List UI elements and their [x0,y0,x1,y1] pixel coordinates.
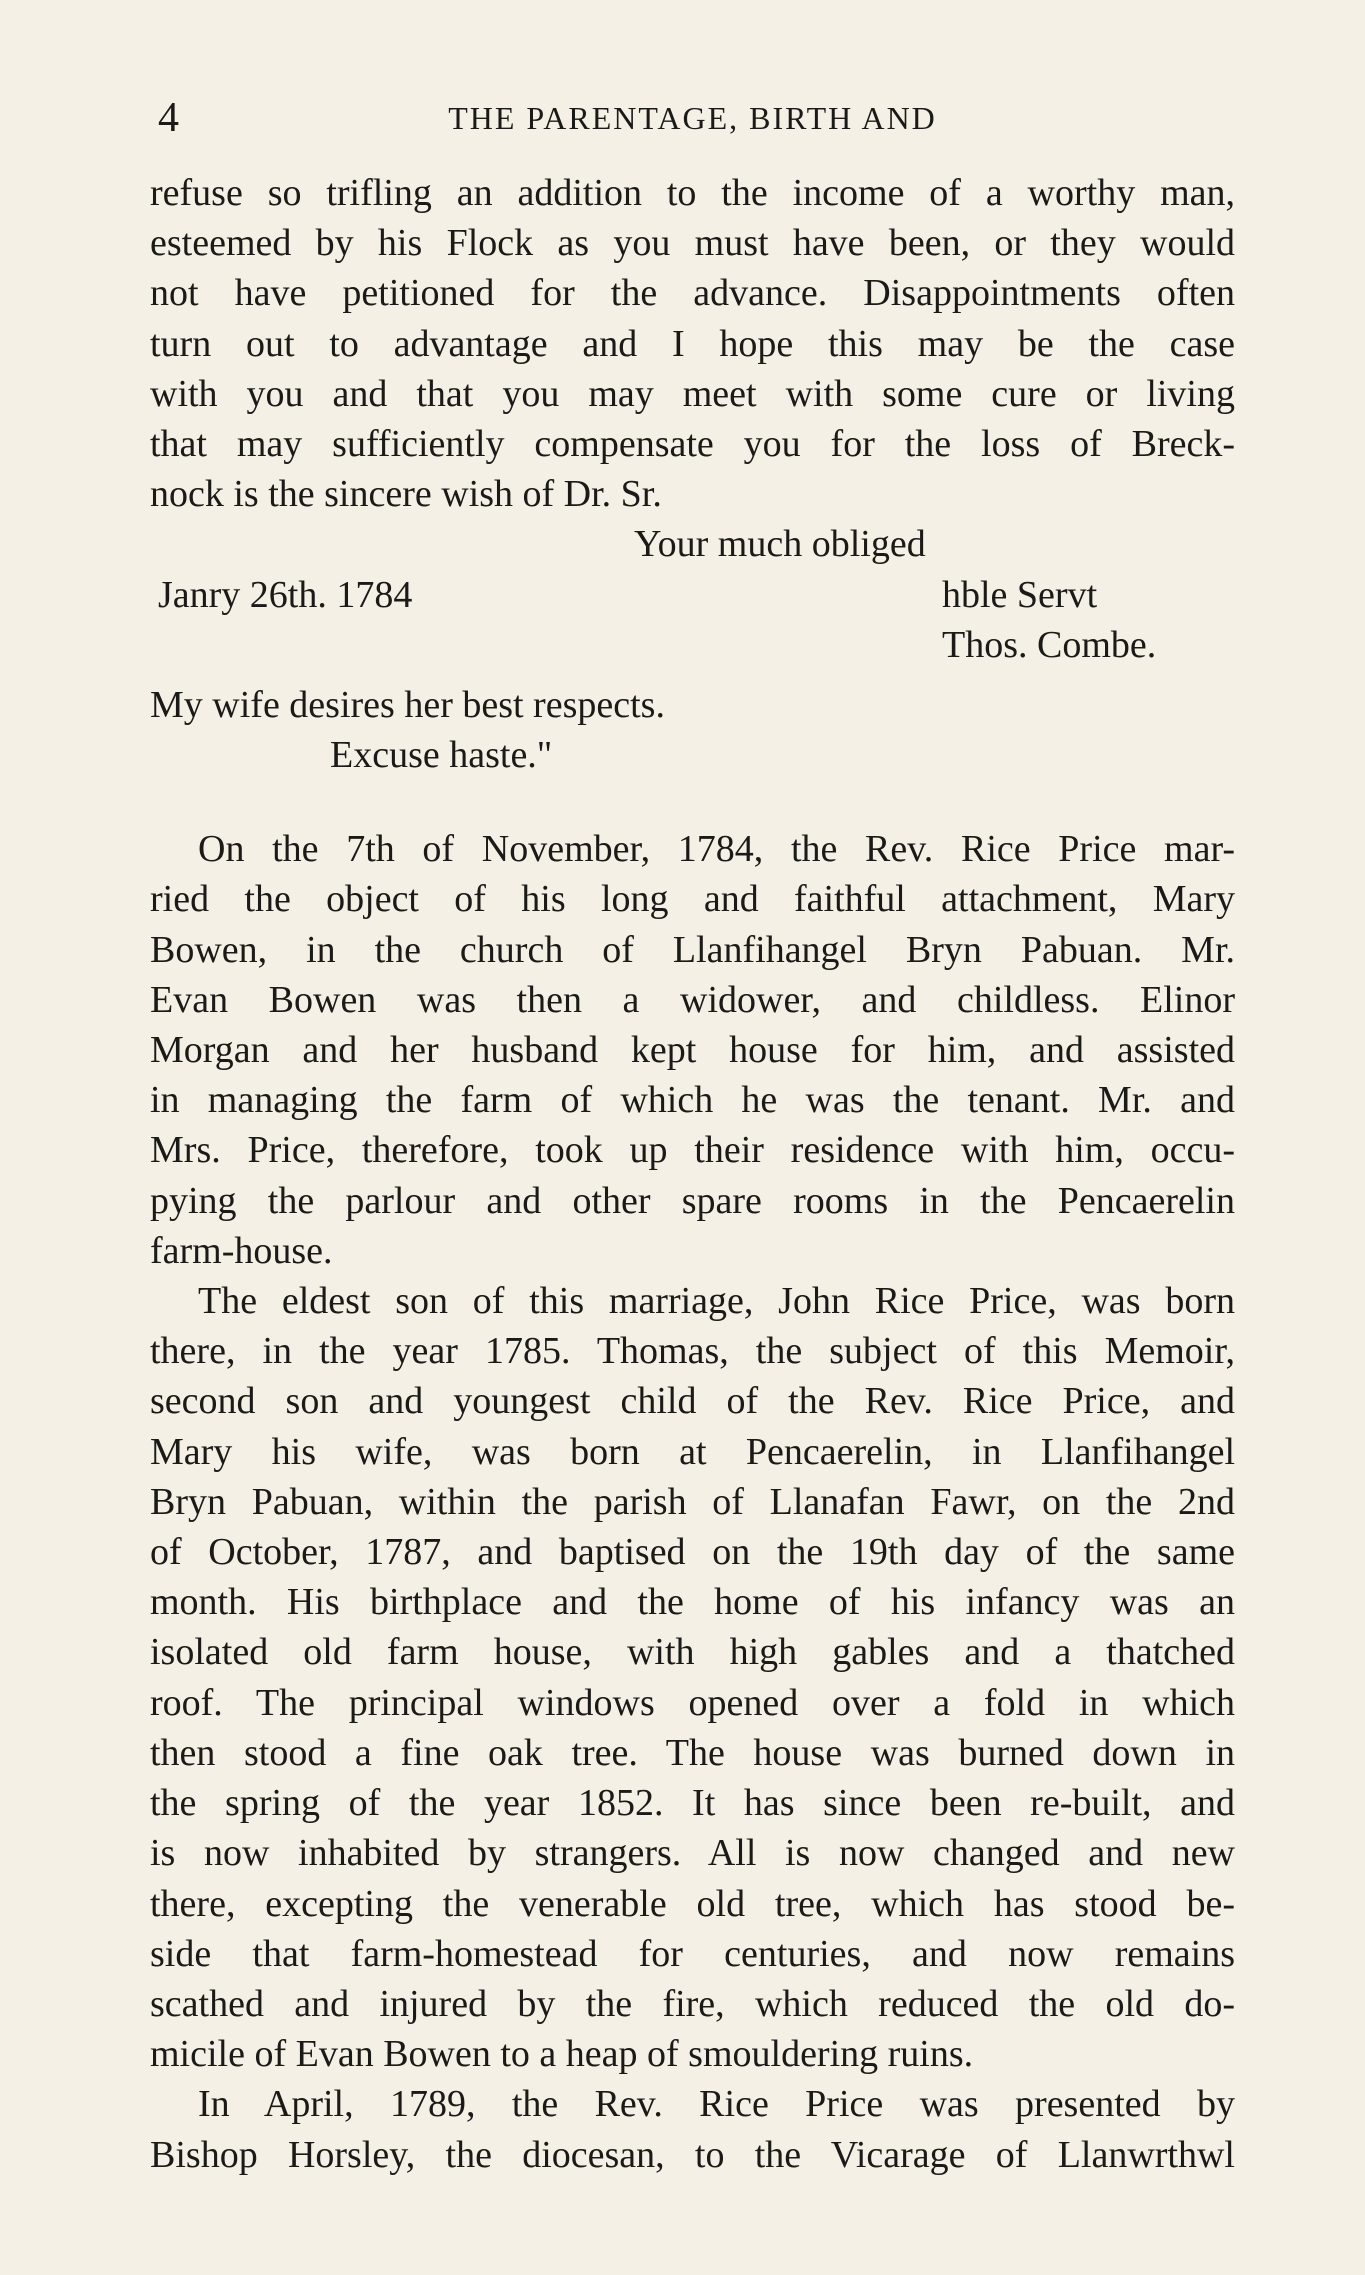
text-line: roof. The principal windows opened over a fold in which [150,1681,1235,1724]
text-line: there, excepting the venerable old tree, which has stood be- [150,1882,1235,1925]
text-line: micile of Evan Bowen to a heap of smouldering ruins. [150,2033,974,2076]
paragraph-marriage [150,824,1235,1276]
text-line: in managing the farm of which he was the tenant. Mr. and [150,1079,1235,1122]
text-line: Bryn Pabuan, within the parish of Llanafan Fawr, on the 2nd [150,1480,1235,1523]
text-line: nock is the sincere wish of Dr. Sr. [150,473,662,516]
text-line: isolated old farm house, with high gables and a thatched [150,1631,1235,1674]
postscript-line: My wife desires her best respects. [150,683,665,726]
book-page [150,90,1235,2180]
postscript [150,680,1235,780]
text-line: Morgan and her husband kept house for him, and assisted [150,1029,1235,1072]
text-line: Evan Bowen was then a widower, and childless. Elinor [150,978,1235,1021]
text-line: ried the object of his long and faithful attachment, Mary [150,878,1235,921]
text-line: not have petitioned for the advance. Disappointments often [150,272,1235,315]
text-line: On the 7th of November, 1784, the Rev. Rice Price mar- [198,828,1235,871]
letter-closing: Your much obliged [634,523,926,566]
letter-text [150,168,1235,780]
text-line: The eldest son of this marriage, John Rice Price, was born [198,1280,1235,1323]
text-line: with you and that you may meet with some cure or living [150,372,1235,415]
text-line: that may sufficiently compensate you for the loss of Breck- [150,423,1235,466]
text-line: is now inhabited by strangers. All is now changed and new [150,1832,1235,1875]
text-line: side that farm-homestead for centuries, and now remains [150,1932,1235,1975]
text-line: of October, 1787, and baptised on the 19th day of the same [150,1531,1235,1574]
text-line: scathed and injured by the fire, which reduced the old do- [150,1982,1235,2025]
text-line: there, in the year 1785. Thomas, the subject of this Memoir, [150,1330,1235,1373]
text-line: farm-house. [150,1229,333,1272]
letter-servant: hble Servt [942,573,1098,616]
page-number: 4 [158,95,179,141]
postscript-line: Excuse haste." [330,734,553,777]
text-line: then stood a fine oak tree. The house was burned down in [150,1731,1235,1774]
text-line: turn out to advantage and I hope this may be the case [150,322,1235,365]
text-line: the spring of the year 1852. It has since been re-built, and [150,1782,1235,1825]
text-line: second son and youngest child of the Rev. Rice Price, and [150,1380,1235,1423]
section-gap [150,780,1235,824]
letter-signature: Thos. Combe. [942,623,1157,666]
text-line: Mary his wife, was born at Pencaerelin, in Llanfihangel [150,1430,1235,1473]
running-title: THE PARENTAGE, BIRTH AND [448,100,937,136]
page-header [150,90,1235,146]
text-line: Mrs. Price, therefore, took up their residence with him, occu- [150,1129,1235,1172]
text-line: refuse so trifling an addition to the income of a worthy man, [150,172,1235,214]
text-line: esteemed by his Flock as you must have been, or they would [150,222,1235,265]
text-line: pying the parlour and other spare rooms in the Pencaerelin [150,1179,1235,1222]
text-line: Bishop Horsley, the diocesan, to the Vicarage of Llanwrthwl [150,2133,1235,2176]
text-line: month. His birthplace and the home of his infancy was an [150,1581,1235,1624]
paragraph-birth [150,1276,1235,2079]
date-servant-row [150,570,1235,620]
text-line: In April, 1789, the Rev. Rice Price was presented by [198,2083,1235,2126]
letter-date: Janry 26th. 1784 [158,573,413,616]
text-line: Bowen, in the church of Llanfihangel Bryn Pabuan. Mr. [150,928,1235,971]
paragraph-vicarage [150,2079,1235,2179]
